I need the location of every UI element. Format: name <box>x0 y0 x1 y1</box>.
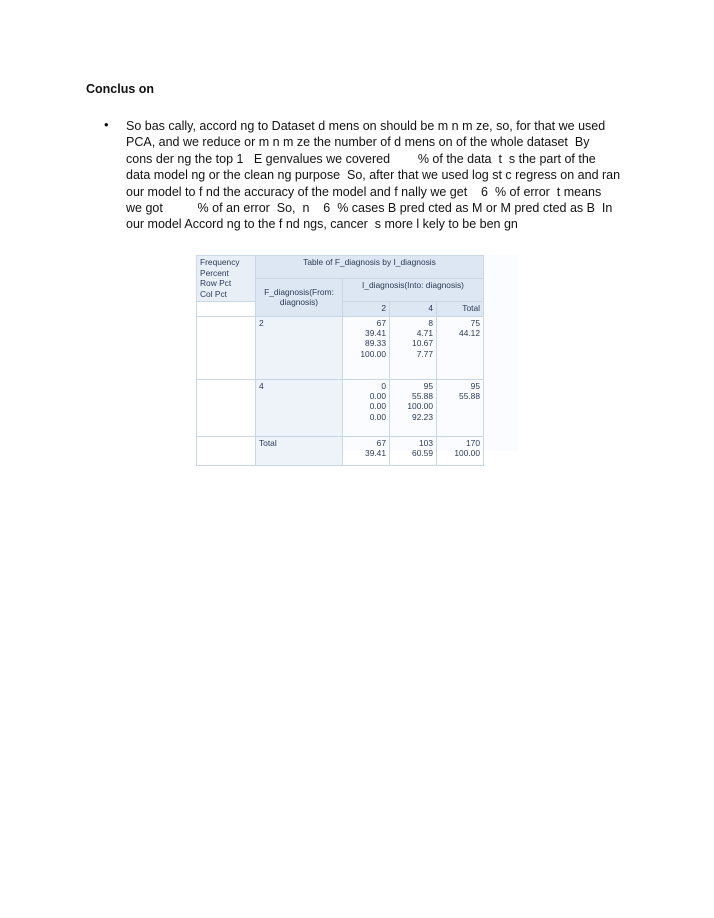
cell-value: 100.00 <box>407 401 433 412</box>
cell-value: 0 <box>381 381 386 391</box>
legend-spacer <box>197 302 256 317</box>
paragraph-line: our model Accord ng to the f nd ngs, cancer s more l kely to be ben gn <box>126 217 518 232</box>
column-group-header: I_diagnosis(Into: diagnosis) <box>343 279 484 302</box>
legend-item: Frequency <box>200 257 240 267</box>
cell-value: 67 <box>376 318 386 328</box>
paragraph-line: data model ng or the clean ng purpose So, after that we used log st c regress on and ran <box>126 168 621 183</box>
cell-value: 39.41 <box>365 328 386 339</box>
legend-spacer <box>197 317 256 380</box>
paragraph-line: So bas cally, accord ng to Dataset d mens on should be m n m ze, so, for that we used <box>126 119 606 133</box>
column-label: Total <box>437 302 484 317</box>
crosstab-table <box>196 255 484 466</box>
table-title: Table of F_diagnosis by I_diagnosis <box>256 256 484 279</box>
paragraph-line: we got % of an error So, n 6 % cases B pred cted as M or M pred cted as B In <box>126 201 613 216</box>
cell-value: 95 <box>423 381 433 391</box>
cell-value: 0.00 <box>369 411 386 422</box>
cell-value: 8 <box>428 318 433 328</box>
cell-value: 55.88 <box>412 391 433 402</box>
crosstab-image <box>196 255 518 459</box>
cell-value: 67 <box>376 438 386 448</box>
legend-item: Row Pct <box>200 278 232 288</box>
cell-value: 100.00 <box>360 348 386 359</box>
data-cell <box>343 380 390 437</box>
row-label: 2 <box>256 317 343 380</box>
paragraph-line: cons der ng the top 1 E genvalues we covered % of the data t s the part of the <box>126 151 596 166</box>
data-cell <box>390 380 437 437</box>
cell-value: 4.71 <box>416 328 433 339</box>
conclusion-paragraph <box>126 118 646 233</box>
row-label: Total <box>256 437 343 466</box>
legend-item: Col Pct <box>200 288 227 299</box>
cell-value: 39.41 <box>365 448 386 459</box>
cell-value: 95 <box>470 381 480 391</box>
data-cell <box>343 437 390 466</box>
data-cell <box>343 317 390 380</box>
cell-legend <box>197 256 256 302</box>
data-cell <box>390 437 437 466</box>
data-cell <box>390 317 437 380</box>
paragraph-line: our model to f nd the accuracy of the model and f nally we get 6 % of error t means <box>126 184 602 199</box>
row-variable-header: F_diagnosis(From: diagnosis) <box>256 279 343 317</box>
legend-spacer <box>197 380 256 437</box>
cell-value: 103 <box>419 438 433 448</box>
cell-value: 0.00 <box>369 391 386 402</box>
legend-spacer <box>197 437 256 466</box>
cell-value: 60.59 <box>412 448 433 459</box>
section-heading: Conclus on <box>86 82 155 96</box>
cell-value: 92.23 <box>412 411 433 422</box>
legend-item: Percent <box>200 267 229 278</box>
cell-value: 170 <box>466 438 480 448</box>
cell-value: 7.77 <box>416 348 433 359</box>
data-cell <box>437 437 484 466</box>
column-label: 4 <box>390 302 437 317</box>
column-label: 2 <box>343 302 390 317</box>
cell-value: 75 <box>470 318 480 328</box>
cell-value: 89.33 <box>365 338 386 349</box>
data-cell <box>437 317 484 380</box>
paragraph-line: PCA, and we reduce or m n m ze the number of d mens on of the whole dataset By <box>126 135 590 150</box>
row-label: 4 <box>256 380 343 437</box>
cell-value: 55.88 <box>459 391 480 402</box>
cell-value: 10.67 <box>412 338 433 349</box>
bullet-marker: • <box>104 117 109 132</box>
cell-value: 100.00 <box>454 448 480 459</box>
data-cell <box>437 380 484 437</box>
cell-value: 0.00 <box>369 401 386 412</box>
cell-value: 44.12 <box>459 328 480 339</box>
